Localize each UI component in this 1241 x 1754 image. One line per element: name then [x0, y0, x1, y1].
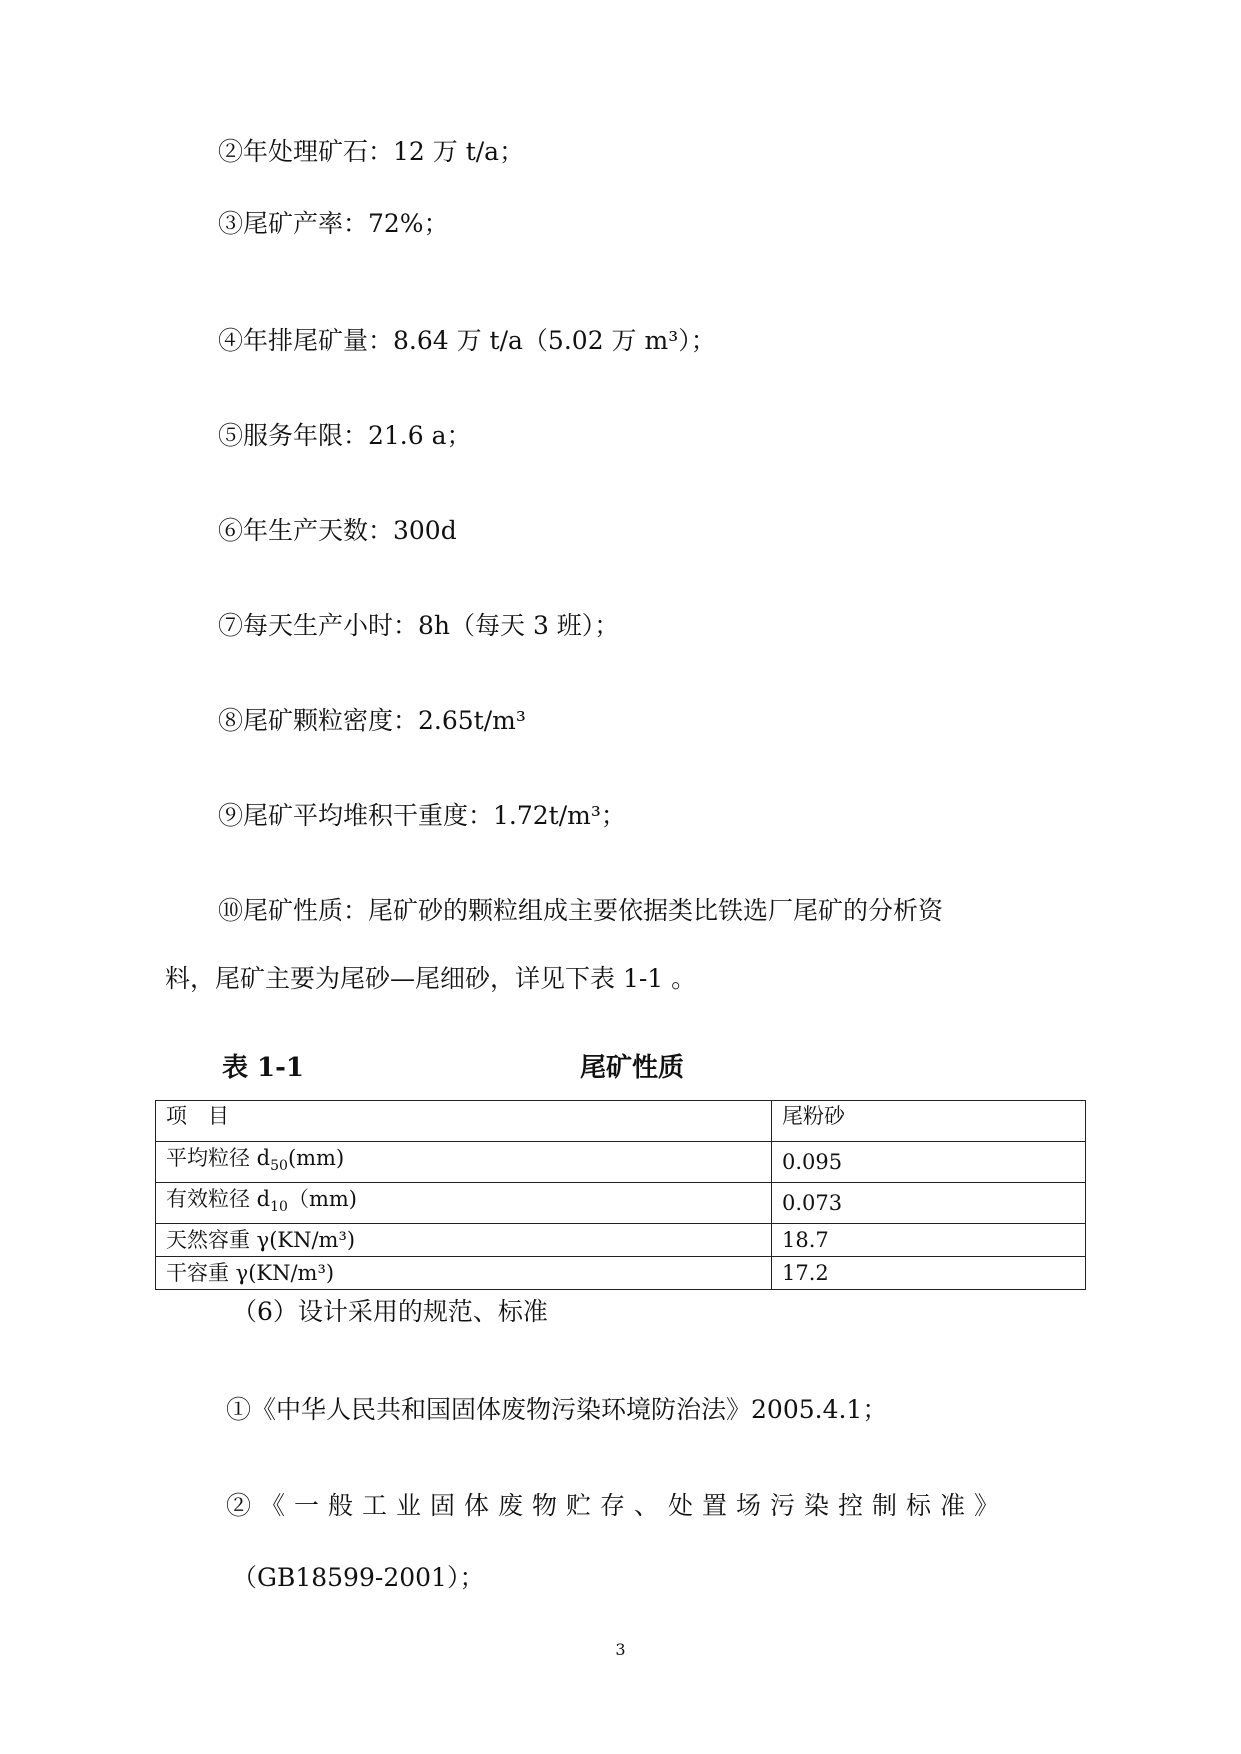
item-production-hours: ⑦每天生产小时：8h（每天 3 班）；: [218, 611, 620, 640]
table-label: 表 1-1: [222, 1053, 305, 1083]
item-particle-density: ⑧尾矿颗粒密度：2.65t/m³: [218, 706, 526, 735]
table-row: [156, 1257, 1086, 1290]
row-label: 平均粒径 $d_{50}(mm)$: [156, 1142, 772, 1183]
row-label: 干容重 γ(KN/m³): [156, 1257, 772, 1290]
item-annual-ore: ②年处理矿石：12 万 t/a；: [218, 137, 525, 166]
header-item: 项 目: [156, 1101, 772, 1142]
row-label: 天然容重 γ(KN/m³): [156, 1224, 772, 1257]
table-row: [156, 1142, 1086, 1183]
tailings-property-table: [155, 1100, 1086, 1290]
item-tailings-rate: ③尾矿产率：72%；: [218, 209, 449, 238]
table-header-row: [156, 1101, 1086, 1142]
item-tailings-property-line1: ⑩尾矿性质：尾矿砂的颗粒组成主要依据类比铁选厂尾矿的分析资: [218, 896, 944, 925]
row-value: 0.073: [772, 1183, 1086, 1224]
item-dry-density: ⑨尾矿平均堆积干重度：1.72t/m³；: [218, 801, 626, 830]
item-service-life: ⑤服务年限：21.6 a；: [218, 421, 472, 450]
section-6-heading: （6）设计采用的规范、标准: [232, 1297, 548, 1326]
row-value: 0.095: [772, 1142, 1086, 1183]
item-annual-tailings: ④年排尾矿量：8.64 万 t/a（5.02 万 m³）；: [218, 326, 716, 355]
item-tailings-property: [165, 895, 1085, 995]
reference-1: ①《中华人民共和国固体废物污染环境防治法》2005.4.1；: [226, 1395, 888, 1424]
item-tailings-property-line2: 料，尾矿主要为尾砂—尾细砂，详见下表 1-1 。: [165, 964, 697, 993]
row-value: 17.2: [772, 1257, 1086, 1290]
row-value: 18.7: [772, 1224, 1086, 1257]
reference-2-line1: ②《一般工业固体废物贮存、处置场污染控制标准》: [226, 1491, 1009, 1520]
reference-2-line2: （GB18599-2001）；: [232, 1563, 485, 1592]
table-row: [156, 1183, 1086, 1224]
table-row: [156, 1224, 1086, 1257]
page-number: 3: [615, 1640, 626, 1659]
item-production-days: ⑥年生产天数：300d: [218, 516, 457, 545]
table-title: 尾矿性质: [580, 1053, 685, 1083]
header-fine-sand: 尾粉砂: [772, 1101, 1086, 1142]
row-label: 有效粒径 $d_{10}(mm)$: [156, 1183, 772, 1224]
